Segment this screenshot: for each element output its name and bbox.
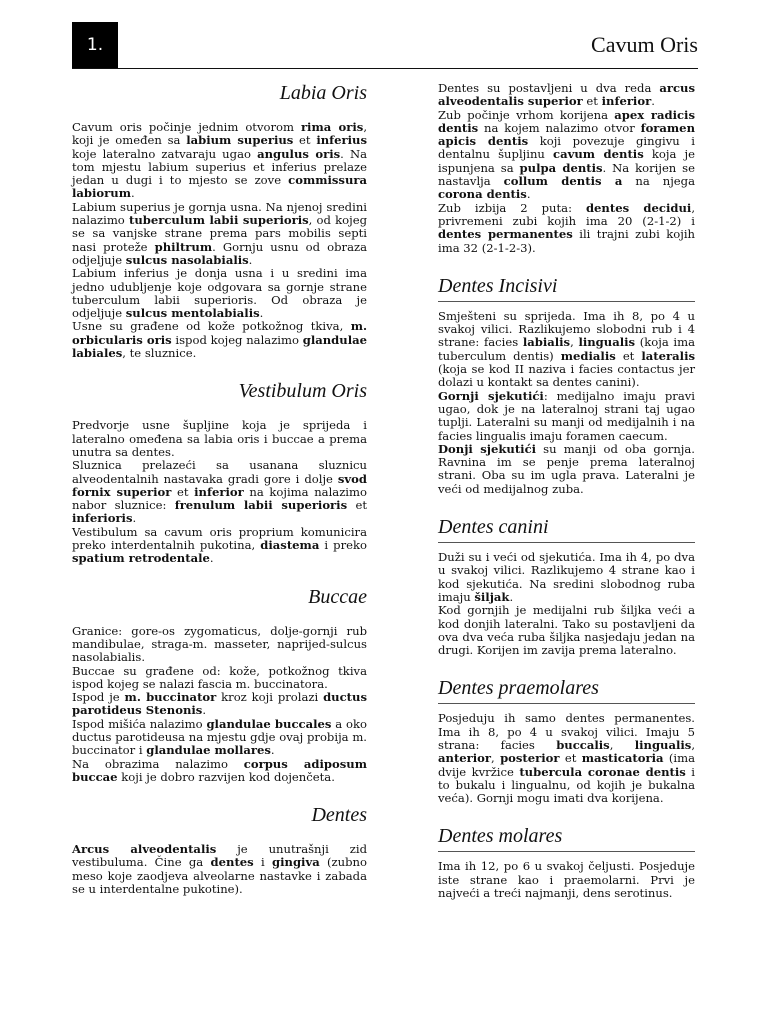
bold-term: medialis (560, 348, 616, 363)
heading-dentes-molares: Dentes molares (438, 825, 695, 852)
section-dentes-canini (400, 551, 695, 657)
heading-dentes-canini: Dentes canini (438, 516, 695, 543)
bold-term: dentes permanentes (438, 227, 573, 242)
paragraph: Ima ih 12, po 6 u svakoj čeljusti. Posjeduje iste strane kao i praemolarni. Prvi je najveći a treći najmanji, dens serotinus. (438, 859, 695, 901)
bold-term: Gornji sjekutići (438, 388, 544, 403)
paragraph: Smješteni su sprijeda. Ima ih 8, po 4 u svakoj vilici. Razlikujemo slobodni rub i 4 strane: facies labialis, lingualis (koja ima tuberculum dentis) medialis et lateralis (koja se kod II naziva i facies contactus jer dolazi u kontakt sa dentes canini). (438, 308, 696, 390)
paragraph: Cavum oris počinje jednim otvorom rima oris, koji je omeđen sa labium superius et inferius koje lateralno zatvaraju ugao angulus oris. Na tom mjestu labium superius et inferius prelaze jedan u dugi i to mjesto se zove commissura labiorum. (72, 120, 368, 201)
heading-dentes-incisivi: Dentes Incisivi (438, 275, 695, 302)
bold-term: commissura labiorum (72, 173, 367, 201)
bold-term: inferior (601, 94, 652, 109)
paragraph: Predvorje usne šupljine koja je sprijeda i lateralno omeđena sa labia oris i buccae a prema unutra sa dentes. (72, 418, 367, 459)
paragraph: Zub izbija 2 puta: dentes decidui, privremeni zubi kojih ima 20 (2-1-2) i dentes permanentes ili trajni zubi kojih ima 32 (2-1-2-3). (438, 200, 695, 255)
paragraph: Gornji sjekutići: medijalno imaju pravi ugao, dok je na lateralnoj strani taj ugao tuplji. Lateralni su manji od medijalnih i na facies lingualis imaju foramen caecum. (438, 388, 695, 443)
bold-term: apex radicis dentis (438, 107, 695, 135)
heading-vestibulum-oris: Vestibulum Oris (238, 380, 367, 403)
bold-term: cavum dentis (553, 147, 644, 162)
section-vestibulum-oris (72, 419, 367, 565)
bold-term: angulus oris (257, 146, 341, 161)
section-labia-oris (72, 121, 367, 360)
bold-term: m. orbicularis oris (72, 319, 367, 347)
bold-term: lateralis (641, 348, 695, 363)
left-column (72, 82, 367, 896)
bold-term: Donji sjekutići (438, 441, 537, 456)
bold-term: glandulae mollares (146, 743, 271, 758)
bold-term: posterior (500, 751, 560, 766)
bold-term: dentes decidui (585, 200, 692, 215)
paragraph: Sluznica prelazeći sa usanana sluznicu alveodentalnih nastavaka gradi gore i dolje svod fornix superior et inferior na kojima nalazimo nabor sluznice: frenulum labii superioris et inferioris. (72, 458, 367, 526)
paragraph: Labium superius je gornja usna. Na njenoj sredini nalazimo tuberculum labii superioris, od kojeg se sa vanjske strane prema pars mobilis septi nasi proteže philtrum. Gornju usnu od obraza odjeljuje sulcus nasolabialis. (72, 199, 368, 267)
bold-term: labium superius (186, 133, 294, 148)
bold-term: masticatoria (581, 751, 664, 766)
paragraph: Ispod je m. buccinator kroz koji prolazi ductus parotideus Stenonis. (72, 690, 367, 718)
section-dentes-incisivi (400, 310, 695, 496)
heading-dentes-praemolares: Dentes praemolares (438, 677, 695, 704)
section-dentes (72, 843, 367, 896)
paragraph: Granice: gore-os zygomaticus, dolje-gornji rub mandibulae, straga-m. masseter, naprijed-sulcus nasolabialis. (72, 623, 367, 665)
paragraph: Na obrazima nalazimo corpus adiposum buccae koji je dobro razvijen kod dojenčeta. (72, 756, 367, 784)
bold-term: ductus parotideus Stenonis (72, 690, 367, 718)
bold-term: tuberculum labii superioris (129, 213, 309, 228)
bold-term: buccalis (556, 737, 610, 752)
bold-term: pulpa dentis (519, 160, 603, 175)
bold-term: dentes (210, 855, 254, 870)
page-header (72, 22, 698, 69)
bold-term: sulcus mentolabialis (125, 306, 260, 321)
bold-term: svod fornix superior (72, 471, 367, 499)
bold-term: arcus alveodentalis superior (438, 81, 695, 109)
heading-labia-oris: Labia Oris (279, 82, 367, 104)
bold-term: gingiva (272, 855, 320, 870)
paragraph: Ispod mišića nalazimo glandulae buccales a oko ductus parotideusa na mjestu gdje ovaj probija m. buccinator i glandulae mollares. (72, 716, 367, 758)
bold-term: lingualis (578, 335, 636, 350)
bold-term: glandulae buccales (206, 716, 332, 731)
bold-term: inferior (194, 484, 244, 499)
bold-term: sulcus nasolabialis (125, 252, 249, 267)
bold-term: diastema (260, 538, 320, 553)
bold-term: rima oris (300, 120, 364, 134)
bold-term: labialis (522, 335, 571, 350)
paragraph: Posjeduju ih samo dentes permanentes. Ima ih 8, po 4 u svakoj vilici. Imaju 5 strana: facies buccalis, lingualis, anterior, posterior et masticatoria (ima dvije kvržice tubercula coronae dentis i to bukalu i lingualnu, od kojih je bukalna veća). Gornji mogu imati dva korijena. (438, 711, 696, 806)
paragraph: Donji sjekutići su manji od oba gornja. Ravnina im se penje prema lateralnoj strani. Oba su im ugla prava. Lateralni je veći od medijalnog zuba. (438, 441, 695, 496)
paragraph: Buccae su građene od: kože, potkožnog tkiva ispod kojeg se nalazi fascia m. buccinatora. (72, 663, 367, 691)
bold-term: anterior (438, 751, 492, 766)
bold-term: corpus adiposum buccae (72, 756, 367, 784)
bold-term: inferius (316, 133, 367, 148)
bold-term: frenulum labii superioris (174, 498, 348, 513)
paragraph: Kod gornjih je medijalni rub šiljka veći a kod donjih lateralni. Tako su postavljeni da ova dva veća ruba šiljka nasjedaju jedan na drugi. Korijen im zavija prema lateralno. (438, 603, 695, 658)
paragraph: Usne su građene od kože potkožnog tkiva, m. orbicularis oris ispod kojeg nalazimo glandulae labiales, te sluznice. (72, 319, 367, 361)
paragraph: Dentes su postavljeni u dva reda arcus alveodentalis superior et inferior. (438, 81, 695, 109)
bold-term: šiljak (474, 589, 510, 604)
bold-term: m. buccinator (124, 690, 217, 705)
bold-term: collum dentis a (503, 174, 623, 189)
bold-term: Arcus alveodentalis (72, 842, 217, 857)
chapter-number-box: 1. (72, 22, 118, 68)
paragraph: Vestibulum sa cavum oris proprium komunicira preko interdentalnih pukotina, diastema i preko spatium retrodentale. (72, 524, 367, 566)
paragraph: Arcus alveodentalis je unutrašnji zid vestibuluma. Čine ga dentes i gingiva (zubno meso koje zaodjeva alveolarne nastavke i zabada se u interdentalne pukotine). (72, 842, 367, 897)
bold-term: spatium retrodentale (72, 551, 210, 566)
bold-term: philtrum (154, 239, 213, 254)
section-dentes-intro (400, 82, 695, 255)
bold-term: inferioris (72, 511, 133, 526)
section-dentes-molares (400, 860, 695, 900)
section-dentes-praemolares (400, 712, 695, 805)
paragraph: Zub počinje vrhom korijena apex radicis dentis na kojem nalazimo otvor foramen apicis dentis koji povezuje gingivu i dentalnu šupljinu cavum dentis koja je ispunjena sa pulpa dentis. Na korijen se nastavlja collum dentis a na njega corona dentis. (438, 107, 696, 202)
heading-dentes: Dentes (311, 804, 367, 827)
bold-term: glandulae labiales (72, 332, 367, 361)
bold-term: foramen apicis dentis (438, 120, 695, 149)
bold-term: corona dentis (438, 187, 527, 202)
chapter-title: Cavum Oris (591, 32, 698, 57)
bold-term: lingualis (634, 737, 692, 752)
bold-term: tubercula coronae dentis (519, 764, 686, 779)
heading-buccae: Buccae (308, 585, 367, 608)
paragraph: Duži su i veći od sjekutića. Ima ih 4, po dva u svakoj vilici. Razlikujemo 4 strane kao i kod sjekutića. Na sredini slobodnog ruba imaju šiljak. (438, 550, 695, 604)
right-column (400, 82, 695, 900)
paragraph: Labium inferius je donja usna i u sredini ima jedno udubljenje koje odgovara sa gornje strane tuberculum labii superioris. Od obraza je odjeljuje sulcus mentolabialis. (72, 266, 367, 321)
section-buccae (72, 625, 367, 785)
